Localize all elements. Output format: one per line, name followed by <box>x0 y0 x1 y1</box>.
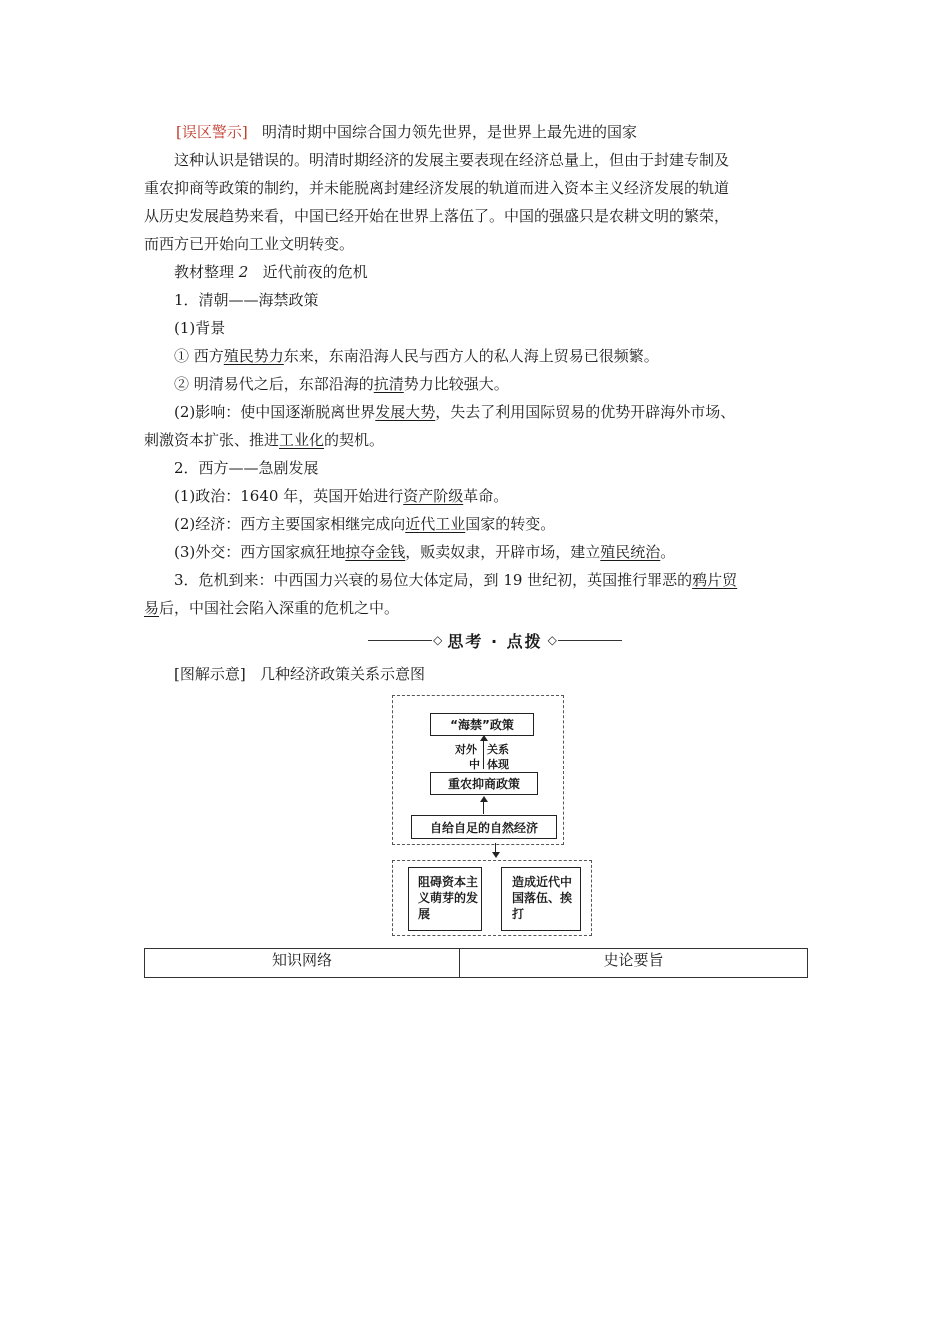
item2-title: 2．西方——急剧发展 <box>174 459 319 477</box>
result-text-1: 阻碍资本主义萌芽的发展 <box>418 875 479 921</box>
caution-title: 明清时期中国综合国力领先世界，是世界上最先进的国家 <box>262 123 638 141</box>
arrow-down-icon-head <box>492 852 500 858</box>
blank-answer: 鸦片贸 <box>692 571 738 589</box>
ziji-box: 自给自足的自然经济 <box>411 815 557 839</box>
label-right: 关系 <box>487 743 509 756</box>
section-heading-prefix: 教材整理 <box>174 263 235 281</box>
table-header-history: 史论要旨 <box>460 949 808 978</box>
arrow-up-icon <box>483 739 484 769</box>
item1-title: 1．清朝——海禁政策 <box>174 291 319 309</box>
caution-line-2: 重农抑商等政策的制约，并未能脱离封建经济发展的轨道而进入资本主义经济发展的轨道 <box>144 179 730 197</box>
result-box-2 <box>501 867 581 931</box>
diagram-caption <box>174 660 425 688</box>
think-title: 思考 · 点拨 <box>447 631 543 651</box>
zhongnong-box: 重农抑商政策 <box>430 772 538 795</box>
section-heading-num: 2 <box>238 263 249 281</box>
blank-answer: 掠夺金钱 <box>345 543 406 561</box>
arrow-up-icon-head <box>480 796 488 802</box>
caution-heading <box>144 118 808 146</box>
blank-answer: 资产阶级 <box>403 487 464 505</box>
diagram-caption-title: 几种经济政策关系示意图 <box>260 665 426 683</box>
diamond-icon: ◇ <box>547 633 557 647</box>
document-body <box>144 118 808 622</box>
caution-line-1: 这种认识是错误的。明清时期经济的发展主要表现在经济总量上，但由于封建专制及 <box>174 151 730 169</box>
item2-economy: (2)经济：西方主要国家相继完成向近代工业国家的转变。 <box>174 515 556 533</box>
caution-line-3: 从历史发展趋势来看，中国已经开始在世界上落伍了。中国的强盛只是农耕文明的繁荣， <box>144 207 730 225</box>
item3-line-2: 易后，中国社会陷入深重的危机之中。 <box>144 599 400 617</box>
knowledge-table <box>144 948 808 978</box>
item1-bg1: ① 西方殖民势力东来，东南沿海人民与西方人的私人海上贸易已很频繁。 <box>174 347 659 365</box>
haijin-box: “海禁”政策 <box>430 713 534 736</box>
arrow-up-icon <box>483 800 484 814</box>
item3-line-1: 3．危机到来：中西国力兴衰的易位大体定局，到 19 世纪初，英国推行罪恶的鸦片贸 <box>174 571 738 589</box>
item1-impact: (2)影响：使中国逐渐脱离世界发展大势，失去了利用国际贸易的优势开辟海外市场、 <box>174 403 736 421</box>
blank-answer: 殖民统治 <box>600 543 661 561</box>
blank-answer: 抗清 <box>373 375 404 393</box>
blank-answer: 近代工业 <box>405 515 466 533</box>
caution-tag: [误区警示] <box>176 123 248 141</box>
result-text-2: 造成近代中国落伍、挨打 <box>512 875 573 921</box>
item2-diplomacy: (3)外交：西方国家疯狂地掠夺金钱，贩卖奴隶，开辟市场，建立殖民统治。 <box>174 543 676 561</box>
item1-bg2: ② 明清易代之后，东部沿海的抗清势力比较强大。 <box>174 375 509 393</box>
think-divider <box>368 628 622 652</box>
item2-politics: (1)政治：1640 年，英国开始进行资产阶级革命。 <box>174 487 509 505</box>
section-heading <box>144 258 808 286</box>
blank-answer: 易 <box>144 599 160 617</box>
blank-answer: 殖民势力 <box>223 347 284 365</box>
item1-bg-label: (1)背景 <box>174 319 226 337</box>
diagram-caption-tag: [图解示意] <box>174 665 246 683</box>
label-left: 对外 <box>455 743 477 756</box>
section-heading-title: 近代前夜的危机 <box>262 263 368 281</box>
blank-answer: 发展大势 <box>375 403 436 421</box>
blank-answer: 工业化 <box>279 431 325 449</box>
caution-line-4: 而西方已开始向工业文明转变。 <box>144 235 355 253</box>
label-right-2: 体现 <box>487 758 509 771</box>
item1-impact-2: 刺激资本扩张、推进工业化的契机。 <box>144 431 385 449</box>
result-box-1 <box>408 867 482 931</box>
diamond-icon: ◇ <box>433 633 443 647</box>
label-left-2: 中 <box>469 758 480 771</box>
table-header-knowledge: 知识网络 <box>145 949 460 978</box>
